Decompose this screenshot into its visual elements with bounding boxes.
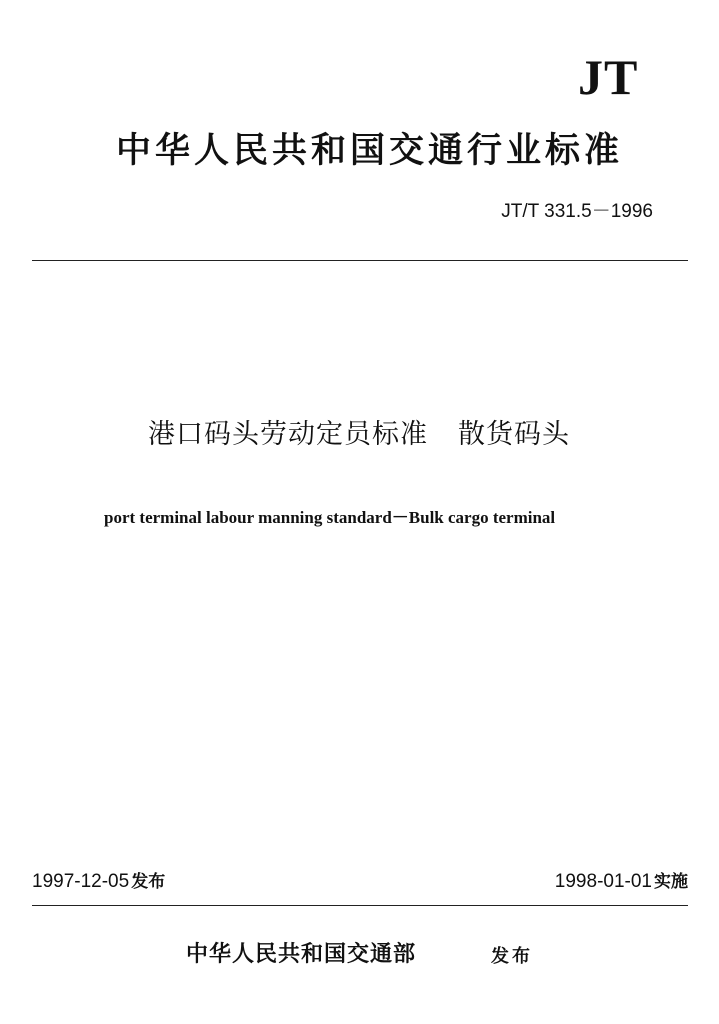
- standard-number: JT/T 331.5－1996: [501, 201, 653, 222]
- issue-date-block: [32, 872, 165, 891]
- implementation-date: 1998-01-01: [554, 871, 652, 892]
- bottom-divider: [32, 905, 688, 906]
- issue-label: 发布: [131, 872, 166, 892]
- publisher-name: 中华人民共和国交通部: [186, 942, 417, 967]
- issue-date: 1997-12-05: [32, 871, 130, 892]
- jt-code-mark: JT: [578, 49, 639, 105]
- title-sub: 散货码头: [458, 419, 570, 450]
- top-divider: [32, 260, 688, 261]
- document-title-english: port terminal labour manning standard－Bulk cargo terminal: [104, 508, 556, 527]
- title-main: 港口码头劳动定员标准: [148, 419, 428, 450]
- document-title-chinese: [148, 421, 570, 448]
- implementation-date-block: [555, 872, 688, 891]
- publish-label: 发布: [491, 946, 533, 967]
- implementation-label: 实施: [654, 872, 688, 892]
- standard-category-title: 中华人民共和国交通行业标准: [116, 131, 624, 171]
